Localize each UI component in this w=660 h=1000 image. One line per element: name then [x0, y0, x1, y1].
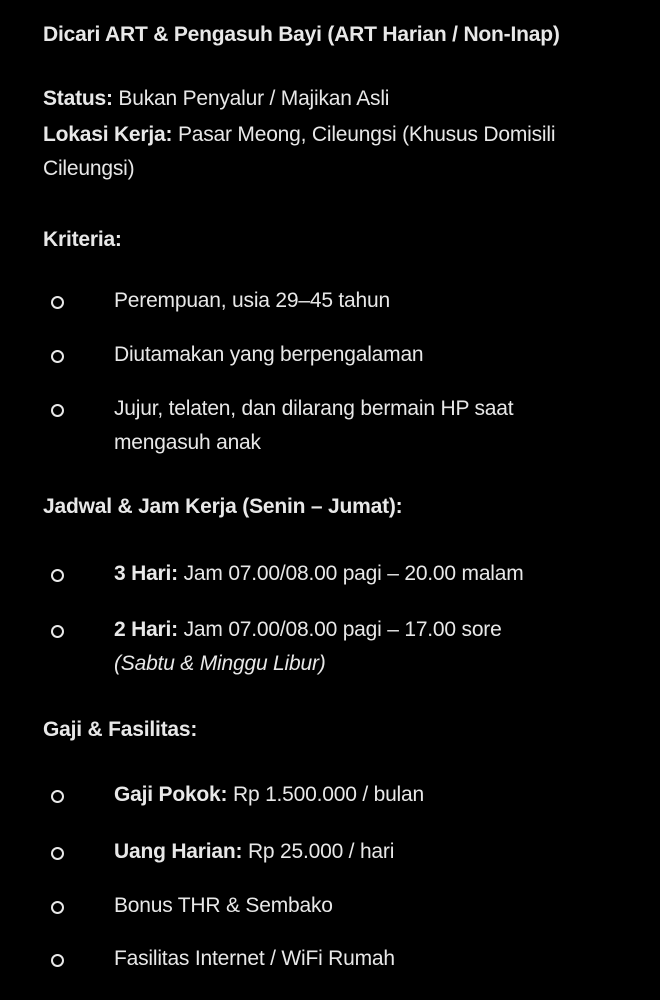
location-value: Pasar Meong, Cileungsi (Khusus Domisili Cileungsi): [43, 123, 556, 180]
bullet-icon: [51, 569, 64, 582]
criteria-item: Jujur, telaten, dan dilarang bermain HP saat mengasuh anak: [114, 397, 514, 454]
salary-item-value: Rp 25.000 / hari: [247, 840, 395, 863]
bullet-icon: [51, 790, 64, 803]
posting-title: Dicari ART & Pengasuh Bayi (ART Harian / Non-Inap): [43, 23, 560, 46]
schedule-item-value: Jam 07.00/08.00 pagi – 20.00 malam: [183, 562, 524, 585]
bullet-icon: [51, 901, 64, 914]
location-label: Lokasi Kerja:: [43, 123, 173, 146]
criteria-item: Diutamakan yang berpengalaman: [114, 343, 424, 366]
bullet-icon: [51, 954, 64, 967]
status-label: Status:: [43, 87, 113, 110]
criteria-heading: Kriteria:: [43, 228, 122, 251]
status-value: Bukan Penyalur / Majikan Asli: [118, 87, 390, 110]
schedule-item-label: 3 Hari:: [114, 562, 178, 585]
schedule-item: [114, 613, 630, 681]
salary-item-value: Bonus THR & Sembako: [114, 894, 333, 917]
schedule-heading: Jadwal & Jam Kerja (Senin – Jumat):: [43, 495, 403, 518]
schedule-item-value: Jam 07.00/08.00 pagi – 17.00 sore: [183, 618, 502, 641]
bullet-icon: [51, 296, 64, 309]
bullet-icon: [51, 625, 64, 638]
salary-item: [114, 835, 630, 869]
salary-item: [114, 778, 630, 812]
salary-item: [114, 942, 630, 976]
criteria-item: Perempuan, usia 29–45 tahun: [114, 289, 390, 312]
salary-item-label: Uang Harian:: [114, 840, 243, 863]
bullet-icon: [51, 404, 64, 417]
salary-item-value: Rp 1.500.000 / bulan: [232, 783, 424, 806]
salary-item: [114, 889, 630, 923]
location-line: [43, 118, 630, 186]
schedule-item: [114, 557, 630, 591]
bullet-icon: [51, 350, 64, 363]
salary-item-label: Gaji Pokok:: [114, 783, 228, 806]
bullet-icon: [51, 847, 64, 860]
schedule-item-note: (Sabtu & Minggu Libur): [114, 652, 326, 675]
salary-heading: Gaji & Fasilitas:: [43, 718, 198, 741]
schedule-item-label: 2 Hari:: [114, 618, 178, 641]
salary-item-value: Fasilitas Internet / WiFi Rumah: [114, 947, 395, 970]
status-line: [43, 82, 630, 116]
